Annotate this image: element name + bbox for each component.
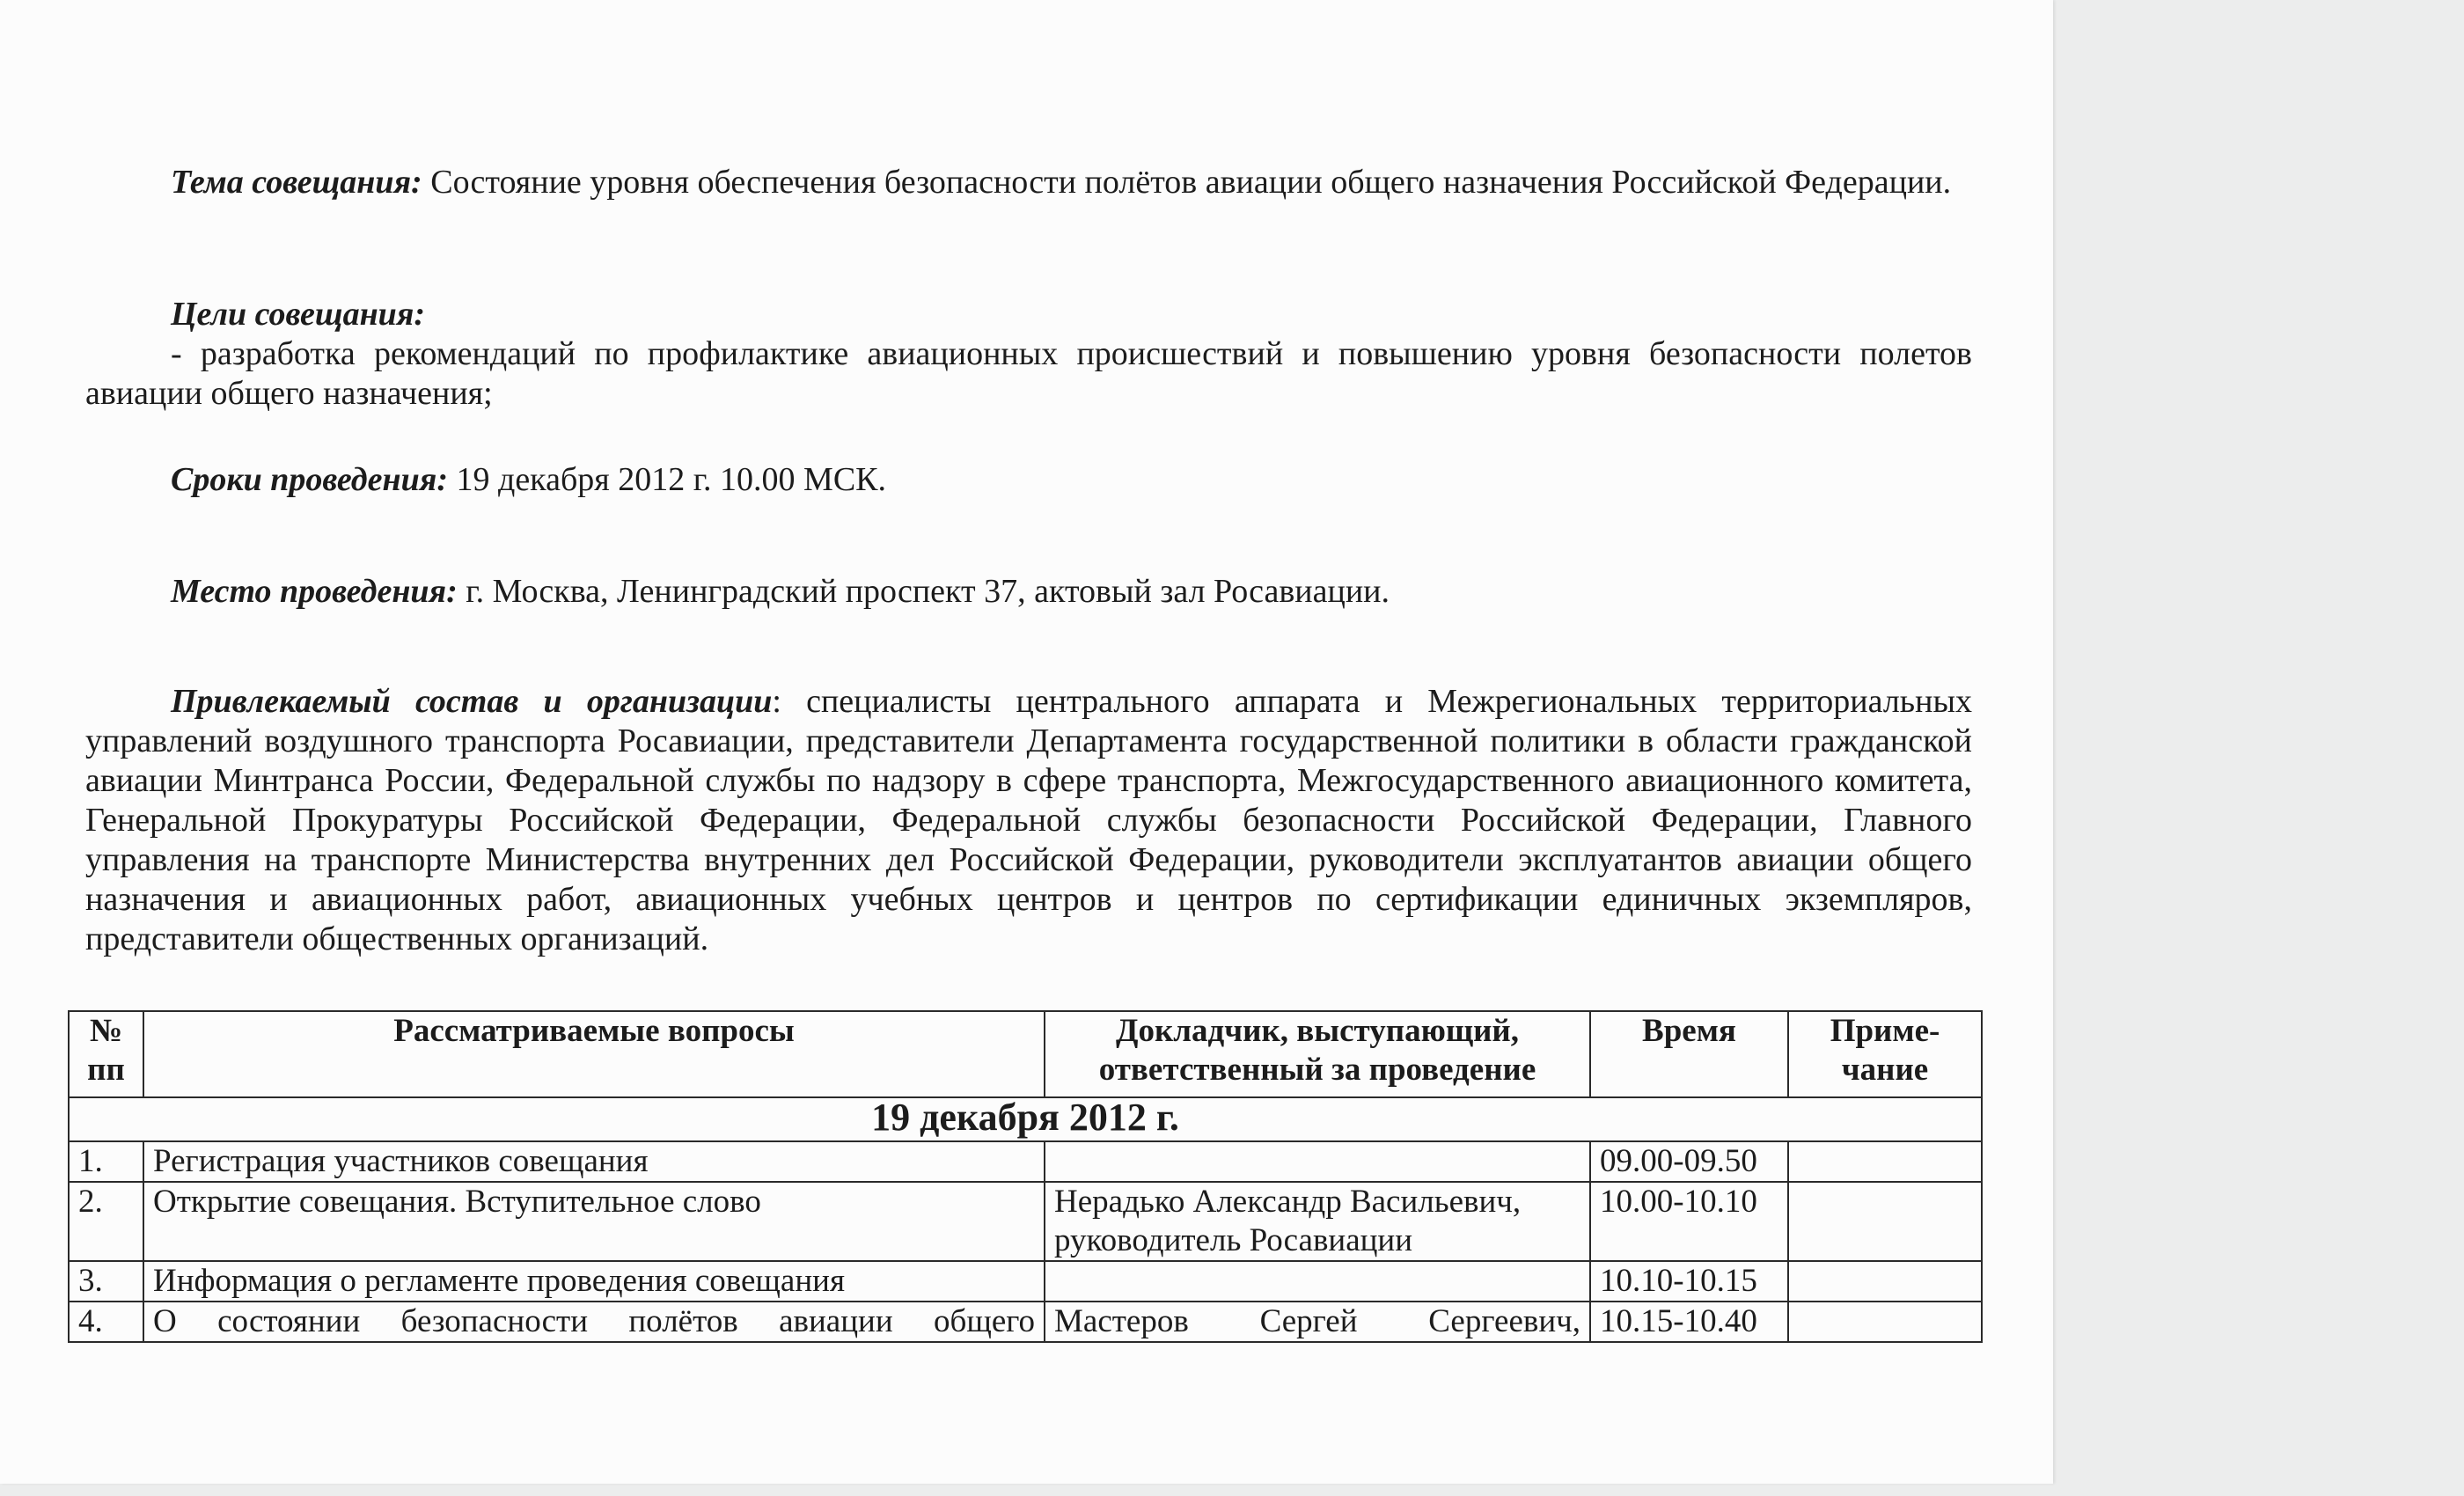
row-speaker-line2: руководитель Росавиации xyxy=(1054,1222,1413,1258)
header-speaker xyxy=(1045,1011,1590,1097)
venue-label: Место проведения: xyxy=(171,573,458,610)
row-speaker-line1: Нерадько Александр Васильевич, xyxy=(1054,1184,1522,1220)
header-time: Время xyxy=(1590,1011,1788,1097)
row-num: 4. xyxy=(69,1302,143,1342)
venue-paragraph xyxy=(85,572,1972,612)
dates-text: 19 декабря 2012 г. 10.00 МСК. xyxy=(456,461,887,498)
goals-item: - разработка рекомендаций по профилактике авиационных происшествий и повышению уровня безопасности полетов авиации общего назначения; xyxy=(85,335,1972,412)
row-speaker xyxy=(1045,1302,1590,1342)
header-num-line1: № xyxy=(89,1013,123,1049)
participants-paragraph xyxy=(85,682,1972,959)
row-speaker-line1: Мастеров Сергей Сергеевич, xyxy=(1054,1303,1580,1339)
topic-text: Состояние уровня обеспечения безопасности полётов авиации общего назначения Российской Федерации. xyxy=(430,164,1952,201)
table-row xyxy=(69,1261,1982,1302)
row-speaker xyxy=(1045,1261,1590,1302)
header-speaker-line1: Докладчик, выступающий, xyxy=(1116,1013,1519,1049)
header-num xyxy=(69,1011,143,1097)
row-num: 1. xyxy=(69,1141,143,1182)
row-speaker xyxy=(1045,1141,1590,1182)
row-topic: О состоянии безопасности полётов авиации общего xyxy=(143,1302,1045,1342)
row-topic: Регистрация участников совещания xyxy=(143,1141,1045,1182)
goals-label: Цели совещания: xyxy=(171,296,426,333)
row-topic: Информация о регламенте проведения совещания xyxy=(143,1261,1045,1302)
row-note xyxy=(1788,1302,1982,1342)
venue-text: г. Москва, Ленинградский проспект 37, актовый зал Росавиации. xyxy=(466,573,1390,610)
row-time: 09.00-09.50 xyxy=(1590,1141,1788,1182)
row-topic: Открытие совещания. Вступительное слово xyxy=(143,1182,1045,1261)
header-topic: Рассматриваемые вопросы xyxy=(143,1011,1045,1097)
header-note-line2: чание xyxy=(1841,1052,1929,1088)
header-speaker-line2: ответственный за проведение xyxy=(1098,1052,1536,1088)
participants-label: Привлекаемый состав и организации xyxy=(171,683,773,720)
row-num: 2. xyxy=(69,1182,143,1261)
row-note xyxy=(1788,1261,1982,1302)
goals-paragraph xyxy=(85,295,1972,414)
agenda-table xyxy=(68,1010,1983,1343)
participants-text: : специалисты центрального аппарата и Межрегиональных территориальных управлений воздушного транспорта Росавиации, представители Департамента государственной политики в области гражданской авиации Минтранса России, Федеральной службы по надзору в сфере транспорта, Межгосударственного авиационного комитета, Генеральной Прокуратуры Российской Федерации, Федеральной службы безопасности Российской Федерации, Главного управления на транспорте Министерства внутренних дел Российской Федерации, руководители эксплуатантов авиации общего назначения и авиационных работ, авиационных учебных центров и центров по сертификации единичных экземпляров, представители общественных организаций. xyxy=(85,683,1972,957)
row-time: 10.00-10.10 xyxy=(1590,1182,1788,1261)
row-note xyxy=(1788,1141,1982,1182)
header-note-line1: Приме- xyxy=(1830,1013,1940,1049)
topic-paragraph xyxy=(85,163,1972,202)
table-header-row xyxy=(69,1011,1982,1097)
header-num-line2: пп xyxy=(87,1052,125,1088)
date-cell: 19 декабря 2012 г. xyxy=(69,1097,1982,1141)
row-num: 3. xyxy=(69,1261,143,1302)
row-speaker xyxy=(1045,1182,1590,1261)
header-note xyxy=(1788,1011,1982,1097)
table-row xyxy=(69,1182,1982,1261)
dates-paragraph xyxy=(85,460,1972,500)
row-time: 10.15-10.40 xyxy=(1590,1302,1788,1342)
table-row xyxy=(69,1302,1982,1342)
topic-label: Тема совещания: xyxy=(171,164,422,201)
row-time: 10.10-10.15 xyxy=(1590,1261,1788,1302)
dates-label: Сроки проведения: xyxy=(171,461,448,498)
table-row xyxy=(69,1141,1982,1182)
row-note xyxy=(1788,1182,1982,1261)
date-row xyxy=(69,1097,1982,1141)
